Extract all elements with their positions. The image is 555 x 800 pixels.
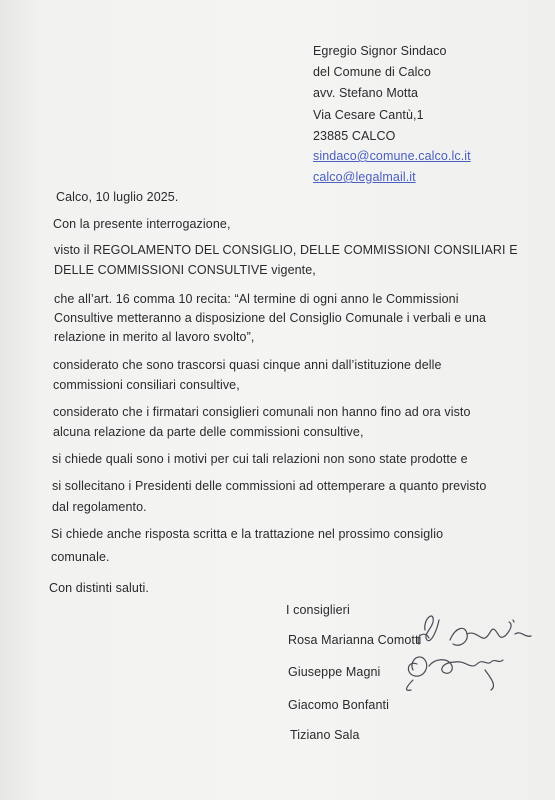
paragraph-4-line-1: considerato che i firmatari consiglieri comunali non hanno fino ad ora visto	[53, 405, 471, 419]
recipient-address: Via Cesare Cantù,1	[313, 108, 424, 122]
signatory-name: Tiziano Sala	[290, 728, 360, 742]
paragraph-3-line-2: commissioni consiliari consultive,	[53, 378, 240, 392]
paragraph-1-line-1: visto il REGOLAMENTO DEL CONSIGLIO, DELLE COMMISSIONI CONSILIARI E	[54, 243, 518, 257]
signatory-name: Rosa Marianna Comotti	[288, 633, 422, 647]
signatory-name: Giacomo Bonfanti	[288, 698, 389, 712]
paragraph-2-line-1: che all’art. 16 comma 10 recita: “Al termine di ogni anno le Commissioni	[54, 292, 459, 306]
signatory-name: Giuseppe Magni	[288, 665, 381, 679]
paragraph-3-line-1: considerato che sono trascorsi quasi cinque anni dall’istituzione delle	[53, 358, 442, 372]
closing-line: Con distinti saluti.	[49, 581, 149, 595]
paragraph-5-line-1: si chiede quali sono i motivi per cui tali relazioni non sono state prodotte e	[52, 452, 468, 466]
recipient-city: 23885 CALCO	[313, 129, 396, 143]
paragraph-7-line-2: comunale.	[51, 550, 110, 564]
date-line: Calco, 10 luglio 2025.	[56, 190, 179, 204]
paragraph-6-line-1: si sollecitano i Presidenti delle commissioni ad ottemperare a quanto previsto	[52, 479, 487, 493]
paragraph-2-line-2: Consultive metteranno a disposizione del Consiglio Comunale i verbali e una	[54, 311, 487, 325]
paragraph-7-line-1: Si chiede anche risposta scritta e la trattazione nel prossimo consiglio	[51, 527, 444, 541]
recipient-email-link[interactable]: sindaco@comune.calco.lc.it	[313, 149, 471, 163]
paragraph-1-line-2: DELLE COMMISSIONI CONSULTIVE vigente,	[54, 263, 316, 277]
paragraph-2-line-3: relazione in merito al lavoro svolto”,	[54, 330, 255, 344]
handwritten-signatures	[395, 600, 545, 700]
recipient-line-1: Egregio Signor Sindaco	[313, 44, 447, 58]
intro-line: Con la presente interrogazione,	[53, 217, 231, 231]
paragraph-6-line-2: dal regolamento.	[52, 500, 147, 514]
signatories-heading: I consiglieri	[286, 603, 350, 617]
recipient-line-2: del Comune di Calco	[313, 65, 431, 79]
paragraph-4-line-2: alcuna relazione da parte delle commissioni consultive,	[53, 425, 364, 439]
recipient-pec-link[interactable]: calco@legalmail.it	[313, 170, 416, 184]
recipient-line-3: avv. Stefano Motta	[313, 86, 419, 100]
